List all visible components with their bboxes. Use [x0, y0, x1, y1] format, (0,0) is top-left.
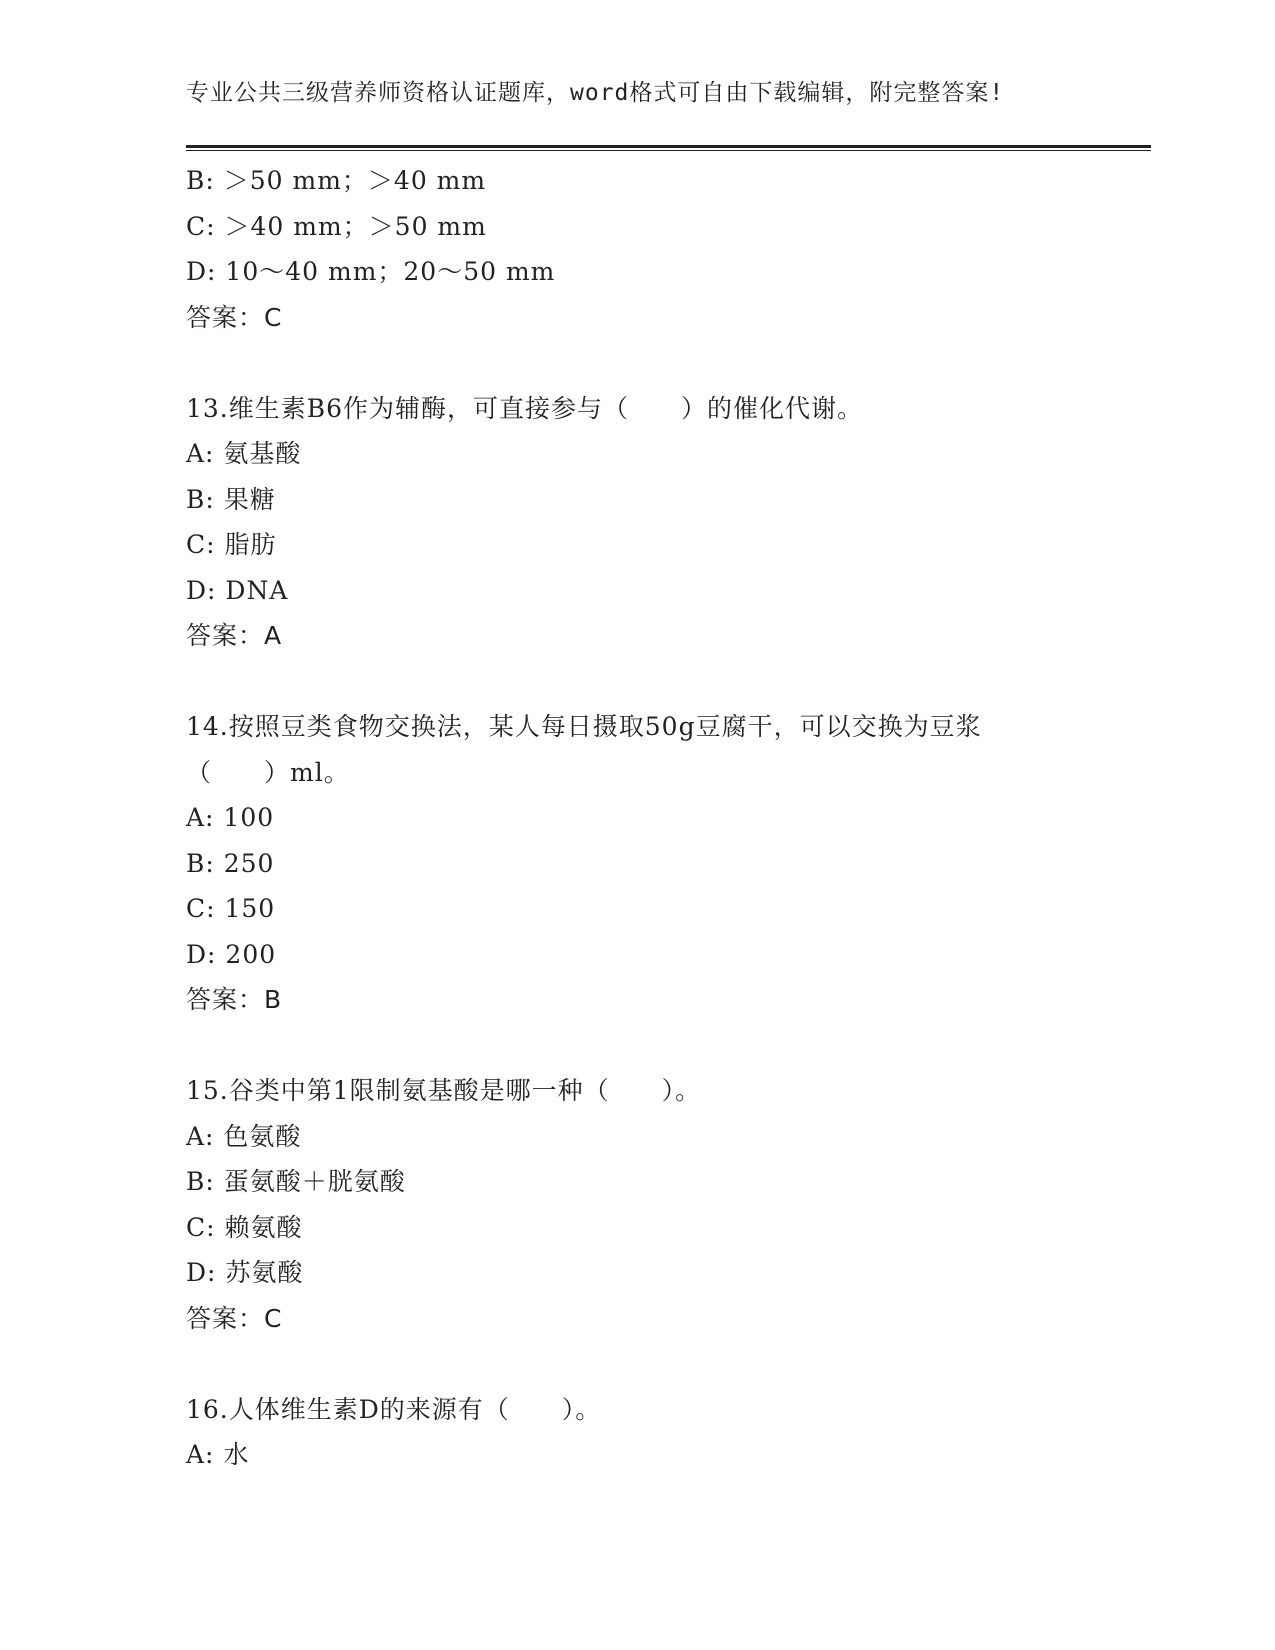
answer-line: 答案：C	[186, 302, 283, 332]
option-c: C: 脂肪	[186, 530, 277, 559]
question-stem: 13.维生素B6作为辅酶，可直接参与（ ）的催化代谢。	[186, 393, 864, 423]
option-a: A: 色氨酸	[186, 1121, 302, 1151]
question-list	[186, 158, 1146, 1478]
option-b: B: 蛋氨酸＋胱氨酸	[186, 1167, 406, 1196]
answer-line: 答案：B	[186, 985, 283, 1014]
option-b: B: 果糖	[186, 484, 276, 514]
question-stem: 16.人体维生素D的来源有（ ）。	[186, 1394, 602, 1424]
answer-line: 答案：A	[186, 621, 283, 650]
option-d: D: 10～40 mm；20～50 mm	[186, 257, 556, 286]
question-stem: 15.谷类中第1限制氨基酸是哪一种（ ）。	[186, 1076, 702, 1105]
option-c: C: 赖氨酸	[186, 1212, 303, 1242]
answer-line: 答案：C	[186, 1303, 283, 1333]
option-d: D: DNA	[186, 575, 289, 605]
option-c: C: 150	[186, 894, 276, 923]
option-a: A: 氨基酸	[186, 439, 302, 468]
option-b: B: 250	[186, 848, 275, 878]
header-rule-thin	[186, 150, 1151, 151]
option-b: B: ＞50 mm；＞40 mm	[186, 166, 487, 195]
page-header: 专业公共三级营养师资格认证题库，word格式可自由下载编辑，附完整答案!	[186, 80, 1005, 106]
option-d: D: 200	[186, 939, 277, 969]
option-a: A: 水	[186, 1440, 250, 1469]
option-d: D: 苏氨酸	[186, 1258, 304, 1287]
question-stem-continued: （ ）ml。	[186, 757, 350, 787]
question-stem: 14.按照豆类食物交换法，某人每日摄取50g豆腐干，可以交换为豆浆	[186, 712, 982, 741]
option-c: C: ＞40 mm；＞50 mm	[186, 211, 487, 241]
option-a: A: 100	[186, 803, 275, 832]
header-rule-thick	[186, 145, 1151, 148]
